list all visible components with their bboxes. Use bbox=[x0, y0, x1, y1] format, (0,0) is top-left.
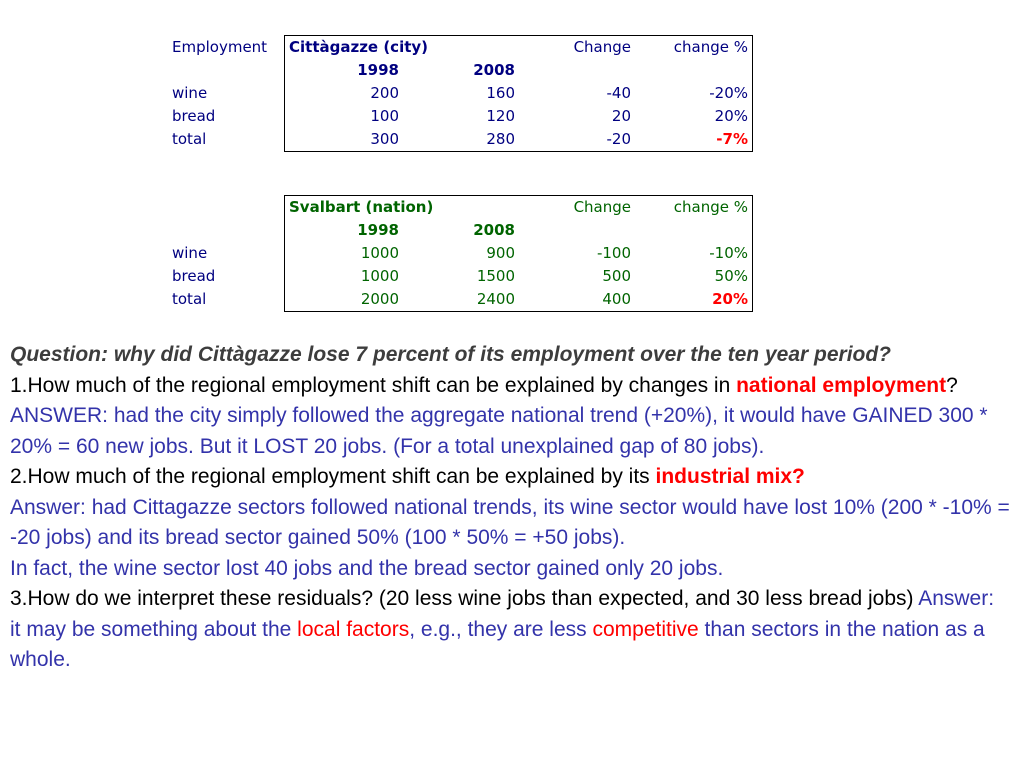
year-1998: 1998 bbox=[285, 219, 404, 242]
change-pct-header: change % bbox=[635, 36, 753, 60]
point-1-answer: ANSWER: had the city simply followed the aggregate national trend (+20%), it would have GAINED 300 * 20% = 60 new jobs. But it LOST 20 jobs. (For a total unexplained gap of 80 jobs). bbox=[10, 404, 988, 458]
cell-1998: 300 bbox=[285, 128, 404, 152]
table-row bbox=[168, 265, 753, 288]
row-label: total bbox=[172, 290, 207, 309]
point-3-answer-end: than sectors in the nation as a whole. bbox=[10, 617, 985, 671]
point-3-text: 3.How do we interpret these residuals? (20 less wine jobs than expected, and 30 less bread jobs) bbox=[10, 587, 919, 610]
cell-2008: 120 bbox=[486, 107, 515, 125]
city-table-title: Cittàgazze (city) bbox=[285, 36, 520, 60]
point-3-answer: Answer: it may be something about the bbox=[10, 587, 995, 641]
city-employment-table bbox=[168, 35, 753, 152]
row-label: total bbox=[172, 130, 207, 149]
cell-change: 400 bbox=[519, 288, 635, 312]
point-2 bbox=[10, 462, 1010, 584]
industrial-mix-highlight: industrial mix? bbox=[655, 465, 805, 488]
table-row bbox=[168, 128, 753, 152]
row-label: wine bbox=[172, 84, 208, 102]
year-header-row bbox=[168, 59, 753, 82]
change-header: Change bbox=[519, 196, 635, 220]
point-2-text: 2.How much of the regional employment shift can be explained by its bbox=[10, 465, 656, 488]
cell-2008: 1500 bbox=[476, 267, 515, 285]
nation-table-title: Svalbart (nation) bbox=[285, 196, 520, 220]
table-header-row bbox=[168, 36, 753, 60]
year-2008: 2008 bbox=[473, 221, 515, 239]
row-label: bread bbox=[172, 267, 216, 285]
point-2-fact: In fact, the wine sector lost 40 jobs and the bread sector gained only 20 jobs. bbox=[10, 556, 724, 580]
point-1-qmark: ? bbox=[946, 373, 958, 397]
cell-change-pct: 20% bbox=[635, 105, 753, 128]
question bbox=[10, 340, 1010, 371]
point-3-answer-cont: , e.g., they are less bbox=[409, 617, 593, 641]
row-label: bread bbox=[172, 107, 216, 125]
table-row bbox=[168, 82, 753, 105]
row-label: wine bbox=[172, 244, 208, 262]
point-3 bbox=[10, 584, 1010, 676]
national-employment-highlight: national employment bbox=[736, 373, 947, 397]
change-header: Change bbox=[519, 36, 635, 60]
year-2008: 2008 bbox=[473, 61, 515, 79]
table-row bbox=[168, 105, 753, 128]
cell-change: -20 bbox=[519, 128, 635, 152]
cell-change: 20 bbox=[611, 107, 631, 125]
cell-change: -100 bbox=[596, 244, 631, 262]
cell-change: 500 bbox=[602, 267, 631, 285]
cell-1998: 100 bbox=[285, 105, 404, 128]
competitive-highlight: competitive bbox=[592, 617, 699, 641]
cell-2008: 280 bbox=[403, 128, 519, 152]
nation-employment-table bbox=[168, 195, 753, 312]
point-1-text: 1.How much of the regional employment shift can be explained by changes in bbox=[10, 373, 737, 397]
year-header-row bbox=[168, 219, 753, 242]
city-total-change-pct: -7% bbox=[635, 128, 753, 152]
point-1 bbox=[10, 371, 1010, 463]
cell-2008: 900 bbox=[486, 244, 515, 262]
table-header-row bbox=[168, 196, 753, 220]
nation-total-change-pct: 20% bbox=[635, 288, 753, 312]
cell-change: -40 bbox=[606, 84, 631, 102]
cell-1998: 1000 bbox=[285, 265, 404, 288]
change-pct-header: change % bbox=[635, 196, 753, 220]
cell-2008: 2400 bbox=[403, 288, 519, 312]
cell-change-pct: 50% bbox=[635, 265, 753, 288]
cell-1998: 1000 bbox=[285, 242, 404, 265]
table-row bbox=[168, 288, 753, 312]
local-factors-highlight: local factors bbox=[297, 617, 410, 641]
cell-change-pct: -20% bbox=[635, 82, 753, 105]
cell-1998: 2000 bbox=[285, 288, 404, 312]
question-and-answers bbox=[10, 340, 1010, 676]
cell-2008: 160 bbox=[486, 84, 515, 102]
point-2-answer: Answer: had Cittagazze sectors followed national trends, its wine sector would have lost 10% (200 * -10% = -20 jobs) and its bread sector gained 50% (100 * 50% = +50 jobs). bbox=[10, 495, 1010, 549]
question-text: Question: why did Cittàgazze lose 7 percent of its employment over the ten year period? bbox=[10, 343, 892, 366]
row-label-header: Employment bbox=[172, 37, 268, 56]
table-row bbox=[168, 242, 753, 265]
cell-change-pct: -10% bbox=[635, 242, 753, 265]
year-1998: 1998 bbox=[285, 59, 404, 82]
cell-1998: 200 bbox=[285, 82, 404, 105]
